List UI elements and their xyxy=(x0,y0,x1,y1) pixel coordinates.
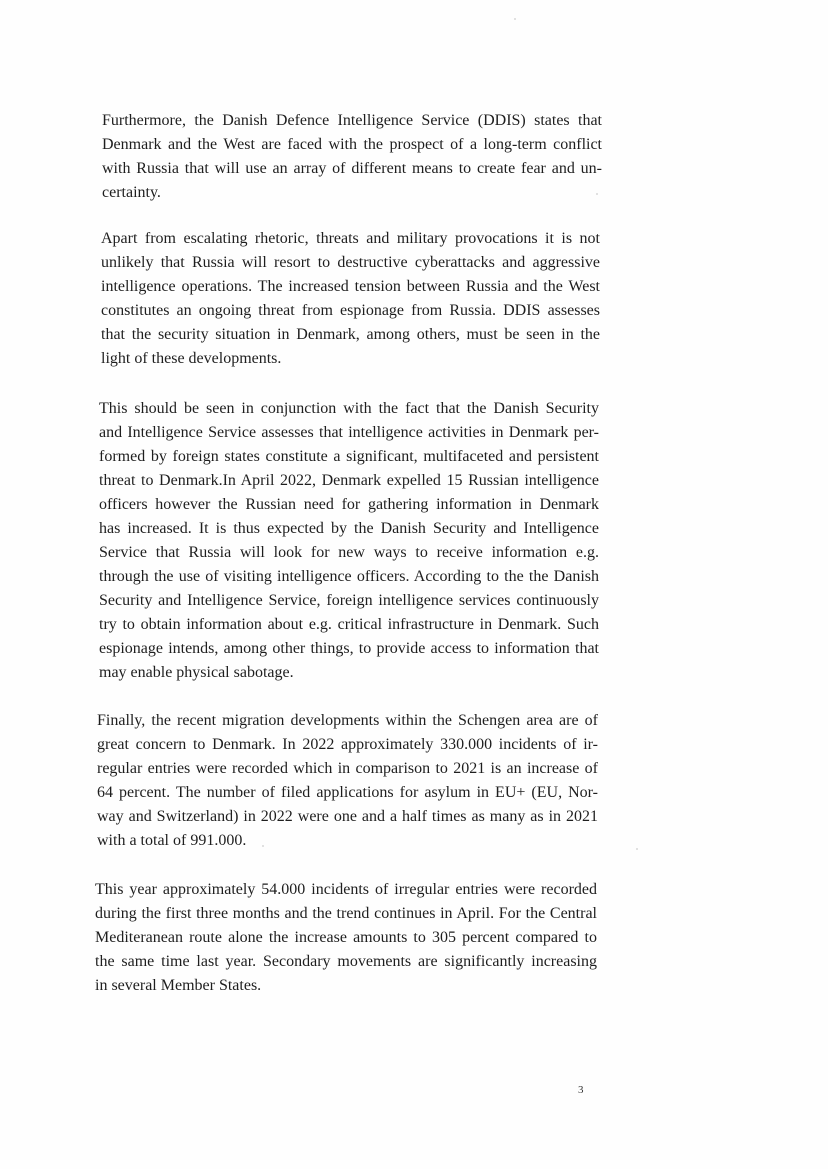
paragraph-ddis-conflict xyxy=(102,109,602,205)
text-line: great concern to Denmark. In 2022 approximately 330.000 incidents of ir- xyxy=(97,736,598,753)
text-line: and Intelligence Service assesses that intelligence activities in Denmark per- xyxy=(99,424,599,441)
text-line: way and Switzerland) in 2022 were one and a half times as many as in 2021 xyxy=(97,808,598,825)
text-line: intelligence operations. The increased tension between Russia and the West xyxy=(101,278,600,295)
text-line: Furthermore, the Danish Defence Intelligence Service (DDIS) states that xyxy=(102,112,602,129)
text-line: with Russia that will use an array of different means to create fear and un- xyxy=(102,160,602,177)
text-line: with a total of 991.000. xyxy=(97,832,247,849)
text-line: in several Member States. xyxy=(95,977,262,994)
text-line: Service that Russia will look for new ways to receive information e.g. xyxy=(99,544,599,561)
text-line: try to obtain information about e.g. critical infrastructure in Denmark. Such xyxy=(99,616,599,633)
text-line: Denmark and the West are faced with the prospect of a long-term conflict xyxy=(102,136,602,153)
text-line: through the use of visiting intelligence officers. According to the the Danish xyxy=(99,568,599,585)
text-line: during the first three months and the trend continues in April. For the Central xyxy=(95,905,597,922)
text-line: may enable physical sabotage. xyxy=(99,664,294,681)
text-line: Finally, the recent migration developments within the Schengen area are of xyxy=(97,712,598,729)
text-line: light of these developments. xyxy=(101,350,282,367)
paragraph-migration-schengen xyxy=(97,709,598,853)
paragraph-intelligence-activities xyxy=(99,397,599,685)
text-line: This should be seen in conjunction with the fact that the Danish Security xyxy=(99,400,599,417)
text-line: formed by foreign states constitute a significant, multifaceted and persistent xyxy=(99,448,599,465)
page-number: 3 xyxy=(578,1084,584,1096)
text-line: espionage intends, among other things, to provide access to information that xyxy=(99,640,599,657)
text-line: Security and Intelligence Service, foreign intelligence services continuously xyxy=(99,592,599,609)
text-line: This year approximately 54.000 incidents of irregular entries were recorded xyxy=(95,881,597,898)
paragraph-irregular-entries xyxy=(95,878,597,998)
text-line: that the security situation in Denmark, among others, must be seen in the xyxy=(101,326,600,343)
text-line: threat to Denmark.In April 2022, Denmark expelled 15 Russian intelligence xyxy=(99,472,599,489)
text-line: Mediteranean route alone the increase amounts to 305 percent compared to xyxy=(95,929,597,946)
text-line: regular entries were recorded which in comparison to 2021 is an increase of xyxy=(97,760,598,777)
scan-speck xyxy=(514,18,516,20)
scan-speck xyxy=(596,193,598,195)
text-line: officers however the Russian need for gathering information in Denmark xyxy=(99,496,599,513)
text-line: has increased. It is thus expected by the Danish Security and Intelligence xyxy=(99,520,599,537)
text-line: constitutes an ongoing threat from espionage from Russia. DDIS assesses xyxy=(101,302,600,319)
scan-speck xyxy=(636,848,638,850)
scan-speck xyxy=(262,845,264,847)
text-line: unlikely that Russia will resort to destructive cyberattacks and aggressive xyxy=(101,254,600,271)
text-line: the same time last year. Secondary movements are significantly increasing xyxy=(95,953,597,970)
text-line: Apart from escalating rhetoric, threats and military provocations it is not xyxy=(101,230,600,247)
text-line: certainty. xyxy=(102,184,161,201)
paragraph-cyberattacks-espionage xyxy=(101,227,600,371)
text-line: 64 percent. The number of filed applications for asylum in EU+ (EU, Nor- xyxy=(97,784,598,801)
